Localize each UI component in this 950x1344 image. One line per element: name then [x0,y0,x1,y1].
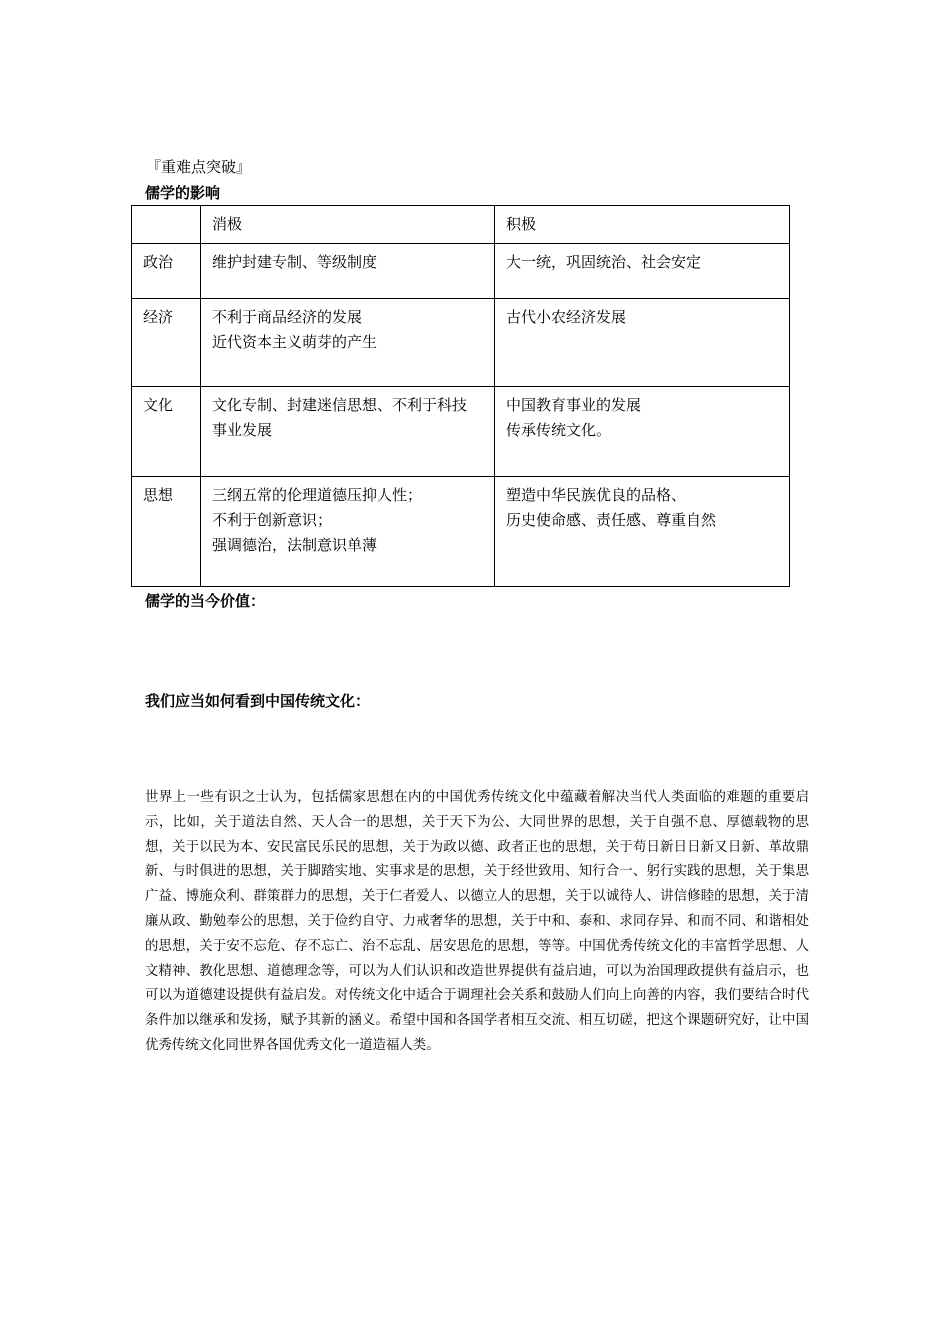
negative-cell [201,244,495,299]
cell-line: 不利于商品经济的发展 [212,308,363,326]
table-row [132,299,790,387]
positive-cell [495,244,790,299]
negative-cell [201,477,495,587]
row-category: 思想 [132,477,201,587]
cell-line: 中国教育事业的发展 [506,396,642,414]
row-category: 经济 [132,299,201,387]
cell-line: 塑造中华民族优良的品格、 [506,486,687,504]
cell-line: 强调德治，法制意识单薄 [212,536,378,554]
value-heading: 儒学的当今价值： [145,592,266,610]
table-row [132,387,790,477]
cell-line: 不利于创新意识； [212,511,333,529]
cell-line: 古代小农经济发展 [506,308,627,326]
cell-line: 大一统，巩固统治、社会安定 [506,253,702,271]
positive-cell [495,299,790,387]
influence-heading: 儒学的影响 [145,184,221,202]
header-cell-negative: 消极 [201,206,495,244]
cell-line: 传承传统文化。 [506,421,612,439]
cell-line: 近代资本主义萌芽的产生 [212,333,378,351]
cell-line: 历史使命感、责任感、尊重自然 [506,511,717,529]
header-cell-positive: 积极 [495,206,790,244]
how-heading: 我们应当如何看到中国传统文化： [145,692,371,710]
cell-line: 维护封建专制、等级制度 [212,253,378,271]
cell-line: 事业发展 [212,421,273,439]
section-title: 『重难点突破』 [146,158,252,176]
table-row [132,244,790,299]
negative-cell [201,387,495,477]
positive-cell [495,477,790,587]
row-category: 文化 [132,387,201,477]
table-header-row [132,206,790,244]
positive-cell [495,387,790,477]
header-cell-blank [132,206,201,244]
body-paragraph: 世界上一些有识之士认为，包括儒家思想在内的中国优秀传统文化中蕴藏着解决当代人类面临的难题的重要启示，比如，关于道法自然、天人合一的思想，关于天下为公、大同世界的思想，关于自强不息、厚德载物的思想，关于以民为本、安民富民乐民的思想，关于为政以德、政者正也的思想，关于苟日新日日新又日新、革故鼎新、与时俱进的思想，关于脚踏实地、实事求是的思想，关于经世致用、知行合一、躬行实践的思想，关于集思广益、博施众利、群策群力的思想，关于仁者爱人、以德立人的思想，关于以诚待人、讲信修睦的思想，关于清廉从政、勤勉奉公的思想，关于俭约自守、力戒奢华的思想，关于中和、泰和、求同存异、和而不同、和谐相处的思想，关于安不忘危、存不忘亡、治不忘乱、居安思危的思想，等等。中国优秀传统文化的丰富哲学思想、人文精神、教化思想、道德理念等，可以为人们认识和改造世界提供有益启迪，可以为治国理政提供有益启示，也可以为道德建设提供有益启发。对传统文化中适合于调理社会关系和鼓励人们向上向善的内容，我们要结合时代条件加以继承和发扬，赋予其新的涵义。希望中国和各国学者相互交流、相互切磋，把这个课题研究好，让中国优秀传统文化同世界各国优秀文化一道造福人类。 [145,790,809,1053]
table-row [132,477,790,587]
cell-line: 文化专制、封建迷信思想、不利于科技 [212,396,468,414]
cell-line: 三纲五常的伦理道德压抑人性； [212,486,423,504]
row-category: 政治 [132,244,201,299]
influence-table [131,205,790,587]
negative-cell [201,299,495,387]
